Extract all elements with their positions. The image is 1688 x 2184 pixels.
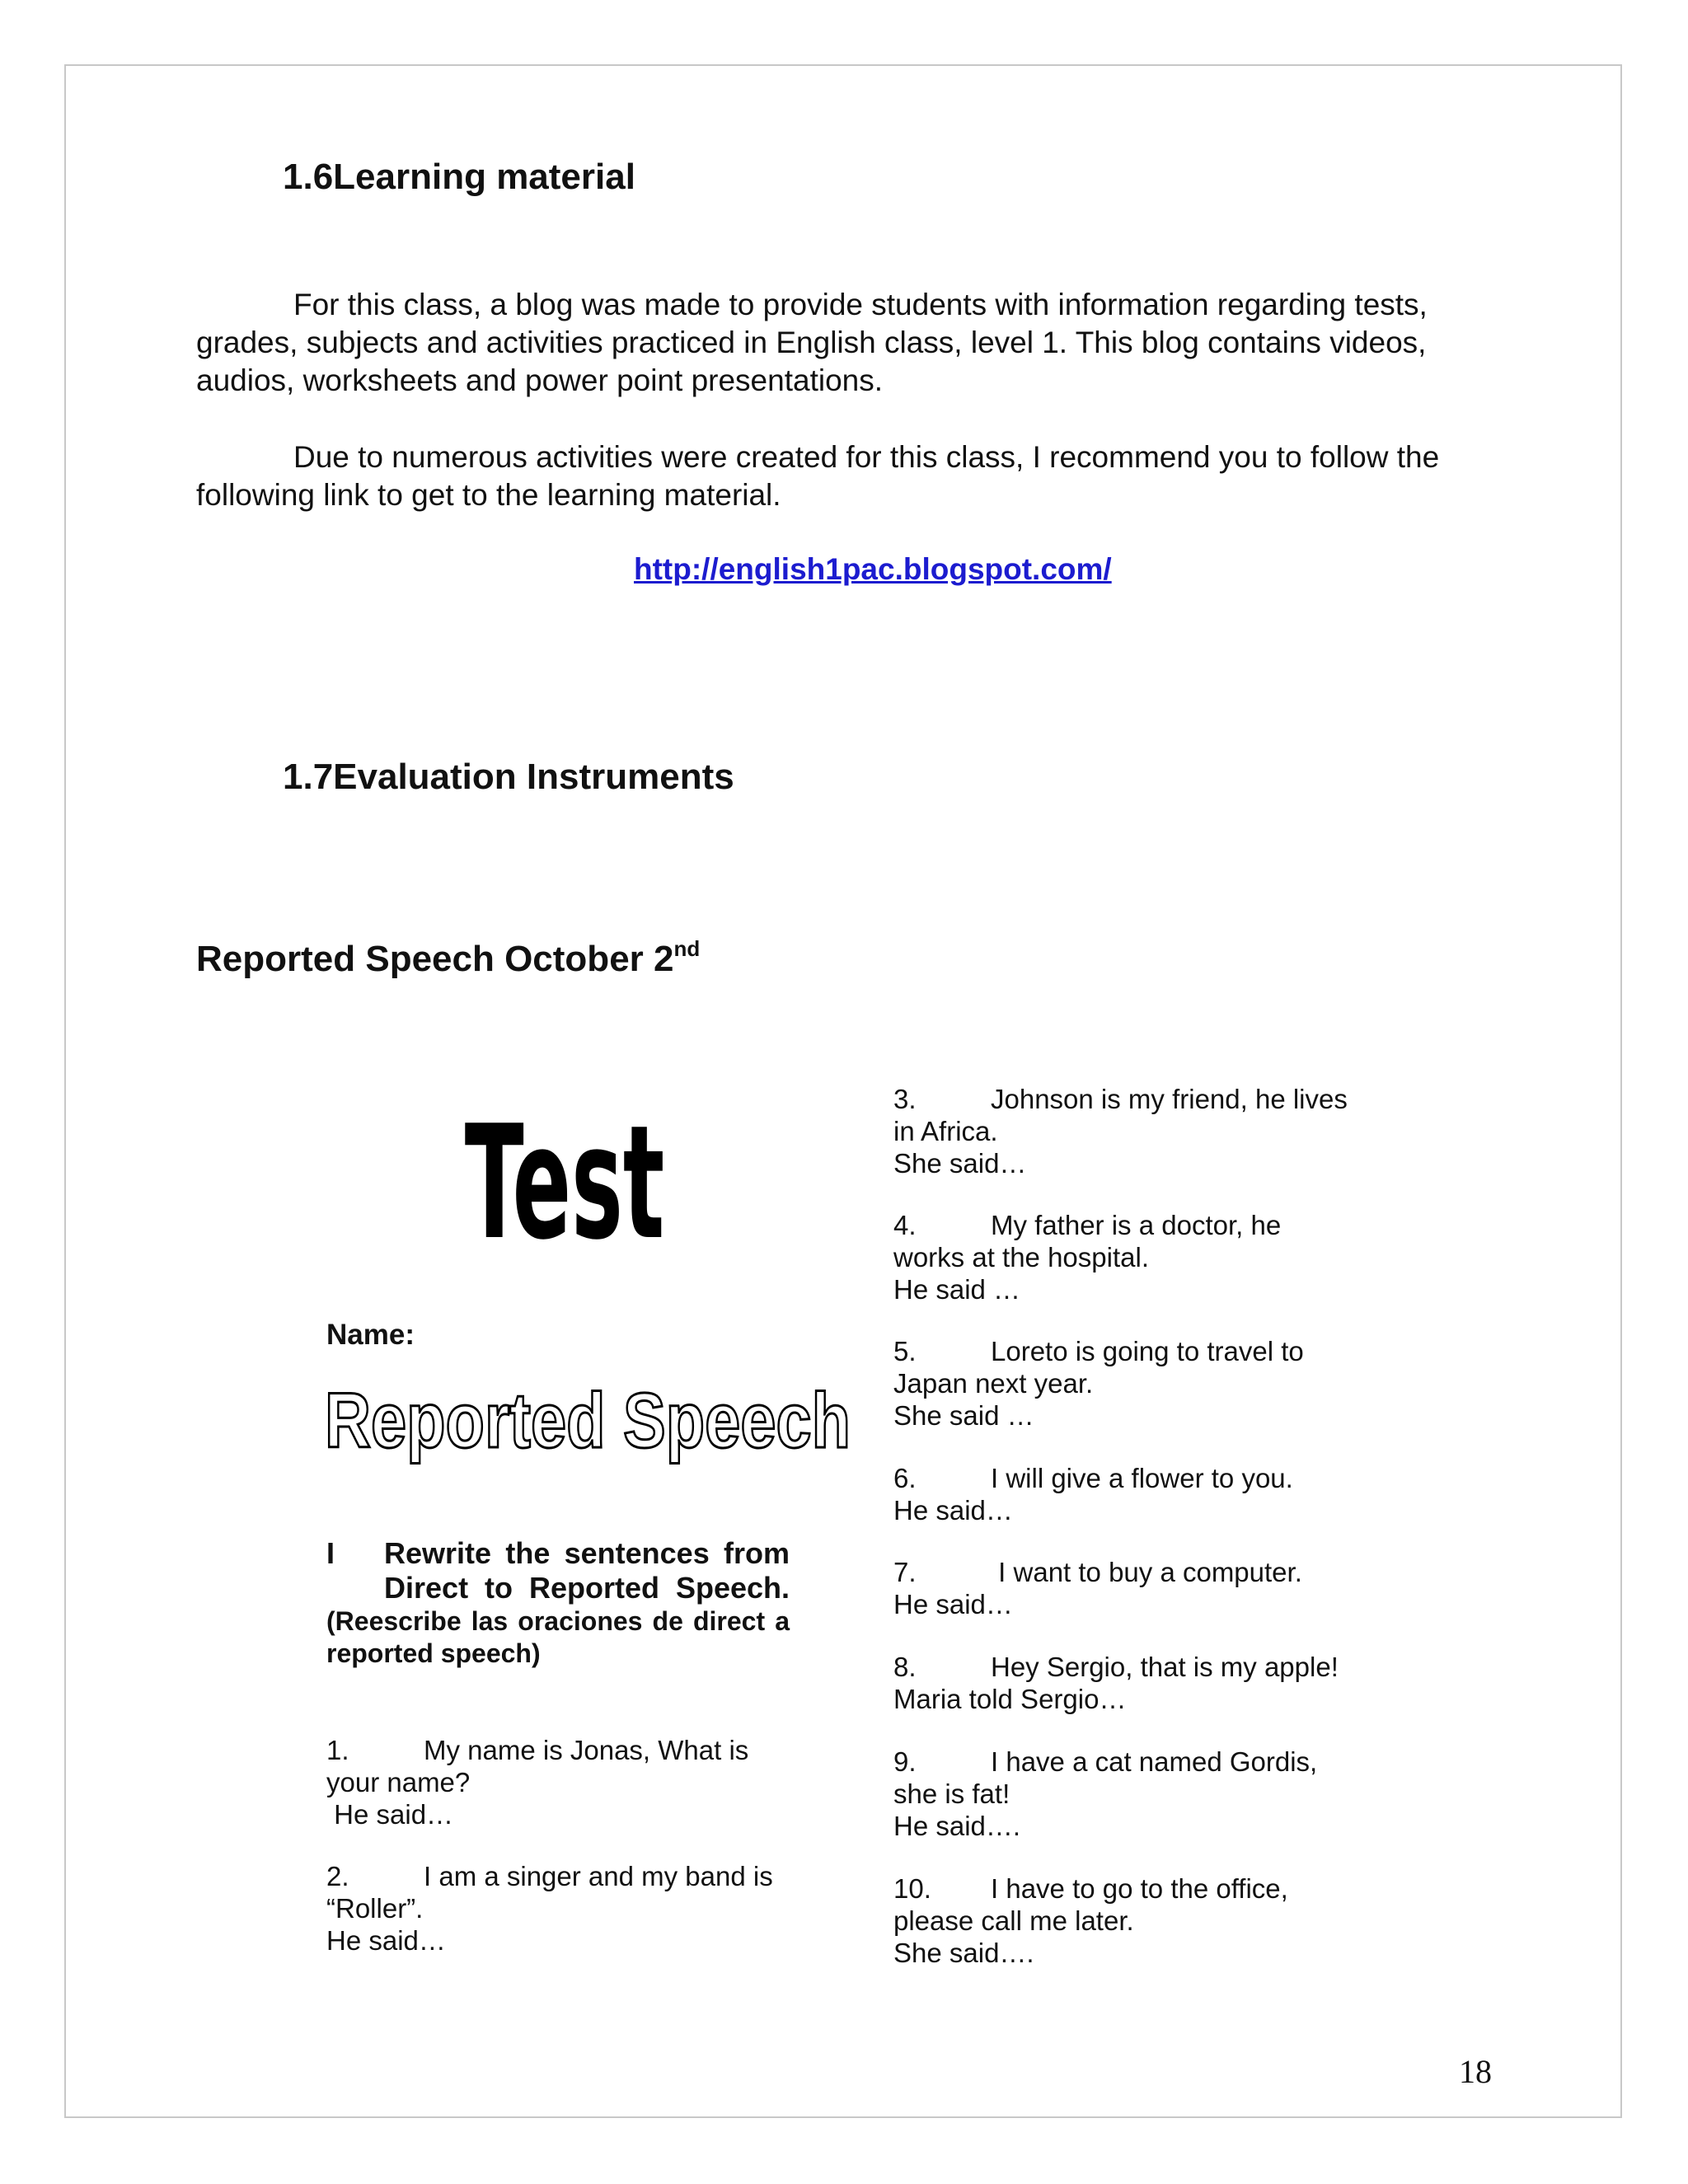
list-item — [326, 1734, 788, 1830]
list-item — [893, 1083, 1388, 1179]
item-text: I will give a flower to you. — [991, 1463, 1293, 1493]
item-text-cont: Japan next year. — [893, 1368, 1094, 1399]
item-said: She said…. — [893, 1938, 1034, 1968]
item-said: He said… — [893, 1589, 1013, 1619]
list-item — [893, 1872, 1388, 1969]
item-said: She said … — [893, 1400, 1034, 1431]
item-said: He said … — [893, 1274, 1021, 1305]
item-text-cont: please call me later. — [893, 1905, 1134, 1936]
item-text: I have a cat named Gordis, — [991, 1746, 1318, 1777]
item-text: I have to go to the office, — [991, 1873, 1288, 1904]
item-number: 3. — [893, 1084, 917, 1114]
item-said: Maria told Sergio… — [893, 1684, 1127, 1714]
paragraph-blog-description: For this class, a blog was made to provide students with information regarding tests, grades, subjects and activities practiced in English class, level 1. This blog contains videos, audios, worksheets and power point presentations. — [196, 288, 1428, 397]
item-said: He said… — [326, 1799, 454, 1830]
list-item — [893, 1556, 1388, 1620]
test-logo-text: Test — [464, 1092, 665, 1249]
item-number: 8. — [893, 1652, 917, 1682]
name-label: Name: — [326, 1319, 415, 1351]
list-item — [893, 1462, 1388, 1526]
list-item — [893, 1651, 1388, 1715]
section-title-evaluation-instruments: 1.7Evaluation Instruments — [283, 757, 734, 797]
item-number: 2. — [326, 1861, 349, 1891]
worksheet-heading-text: Reported Speech October 2 — [196, 939, 674, 979]
item-said: He said… — [893, 1495, 1013, 1526]
test-logo — [462, 1076, 668, 1249]
blog-link[interactable]: http://english1pac.blogspot.com/ — [634, 552, 1112, 586]
item-text: Loreto is going to travel to — [991, 1336, 1304, 1366]
item-said: He said… — [326, 1925, 446, 1956]
list-item — [326, 1860, 788, 1957]
item-text: I am a singer and my band is — [424, 1861, 773, 1891]
item-number: 1. — [326, 1735, 349, 1765]
list-item — [893, 1335, 1388, 1432]
list-item — [893, 1209, 1388, 1305]
worksheet-heading-sup: nd — [673, 936, 701, 961]
page-number: 18 — [1459, 2053, 1492, 2090]
item-text: My name is Jonas, What is — [424, 1735, 749, 1765]
item-said: He said…. — [893, 1811, 1021, 1841]
paragraph-recommendation: Due to numerous activities were created for this class, I recommend you to follow the following link to get to the learning material. — [196, 440, 1440, 512]
item-text-cont: “Roller”. — [326, 1893, 424, 1924]
instruction-subtitle: (Reescribe las oraciones de direct a reported speech) — [326, 1606, 790, 1668]
item-text: I want to buy a computer. — [991, 1557, 1302, 1587]
instructions — [326, 1536, 790, 1670]
reported-speech-logo-text: Reported Speech — [325, 1377, 851, 1465]
item-number: 4. — [893, 1210, 917, 1240]
item-said: She said… — [893, 1148, 1027, 1179]
section-title-learning-material: 1.6Learning material — [283, 157, 635, 197]
list-item — [893, 1746, 1388, 1842]
item-text-cont: works at the hospital. — [893, 1242, 1149, 1272]
instruction-text: Rewrite the sentences from Direct to Reported Speech. — [384, 1536, 790, 1605]
item-number: 7. — [893, 1557, 917, 1587]
item-number: 9. — [893, 1746, 917, 1777]
item-text: My father is a doctor, he — [991, 1210, 1282, 1240]
worksheet-heading — [196, 936, 700, 980]
item-text: Hey Sergio, that is my apple! — [991, 1652, 1339, 1682]
item-number: 5. — [893, 1336, 917, 1366]
item-text-cont: in Africa. — [893, 1116, 998, 1146]
reported-speech-logo — [321, 1375, 857, 1465]
instruction-number: I — [326, 1536, 335, 1570]
item-text-cont: she is fat! — [893, 1779, 1010, 1809]
item-number: 6. — [893, 1463, 917, 1493]
item-text-cont: your name? — [326, 1767, 471, 1797]
item-number: 10. — [893, 1873, 931, 1904]
item-text: Johnson is my friend, he lives — [991, 1084, 1348, 1114]
